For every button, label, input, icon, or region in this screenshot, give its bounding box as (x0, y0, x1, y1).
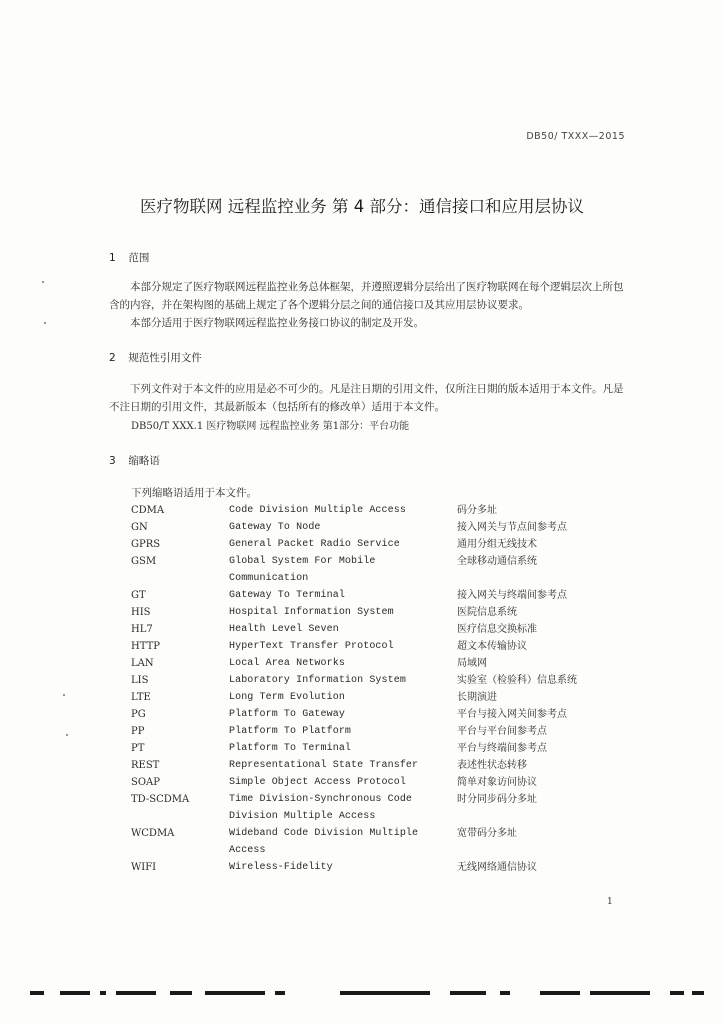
references-paragraph: 下列文件对于本文件的应用是必不可少的。凡是注日期的引用文件，仅所注日期的版本适用于本文件。凡是不注日期的引用文件，其最新版本（包括所有的修改单）适用于本文件。 (109, 383, 624, 413)
abbreviations-intro: 下列缩略语适用于本文件。 (131, 487, 257, 499)
full-name-cell: Wideband Code Division Multiple Access (229, 828, 419, 856)
table-row (131, 553, 631, 587)
chinese-name-cell: 码分多址 (457, 505, 497, 516)
full-name-cell: Platform To Platform (229, 726, 352, 737)
section-title: 缩略语 (128, 455, 160, 467)
section-heading-scope (109, 250, 149, 265)
document-code: DB50/ TXXX—2015 (526, 131, 625, 142)
chinese-name-cell: 平台与终端间参考点 (457, 743, 547, 754)
chinese-name-cell: 无线网络通信协议 (457, 862, 537, 873)
table-row (131, 740, 631, 757)
abbreviations-table (131, 502, 631, 876)
abbr-cell: SOAP (131, 777, 160, 788)
abbr-cell: CDMA (131, 505, 165, 516)
abbr-cell: GT (131, 590, 146, 601)
table-row (131, 774, 631, 791)
table-row (131, 536, 631, 553)
chinese-name-cell: 平台与平台间参考点 (457, 726, 547, 737)
chinese-name-cell: 平台与接入网关间参考点 (457, 709, 567, 720)
reference-item: DB50/T XXX.1 医疗物联网 远程监控业务 第1部分：平台功能 (131, 421, 410, 432)
chinese-name-cell: 全球移动通信系统 (457, 556, 537, 567)
table-row (131, 723, 631, 740)
scan-speck (66, 734, 68, 736)
abbr-cell: REST (131, 760, 160, 771)
section-title: 规范性引用文件 (128, 352, 202, 364)
chinese-name-cell: 时分同步码分多址 (457, 794, 537, 805)
abbr-cell: TD-SCDMA (131, 794, 190, 805)
abbr-cell: HL7 (131, 624, 153, 635)
scope-paragraph-2: 本部分适用于医疗物联网远程监控业务接口协议的制定及开发。 (130, 317, 424, 329)
scan-speck (63, 694, 65, 696)
section-number: 3 (109, 455, 116, 467)
full-name-cell: Hospital Information System (229, 607, 394, 618)
full-name-cell: HyperText Transfer Protocol (229, 641, 394, 652)
full-name-cell: Platform To Gateway (229, 709, 345, 720)
full-name-cell: Time Division-Synchronous Code Division Multiple Access (229, 794, 413, 822)
abbr-cell: PG (131, 709, 146, 720)
full-name-cell: Local Area Networks (229, 658, 345, 669)
abbr-cell: LAN (131, 658, 154, 669)
full-name-cell: Global System For Mobile Communication (229, 556, 376, 584)
scan-edge-artifact (20, 990, 710, 996)
chinese-name-cell: 局域网 (457, 658, 487, 669)
table-row (131, 604, 631, 621)
full-name-cell: Wireless-Fidelity (229, 862, 333, 873)
page-number: 1 (607, 897, 613, 907)
table-row (131, 587, 631, 604)
chinese-name-cell: 简单对象访问协议 (457, 777, 537, 788)
chinese-name-cell: 表述性状态转移 (457, 760, 527, 771)
section-heading-references (109, 350, 202, 365)
table-row (131, 638, 631, 655)
table-row (131, 655, 631, 672)
abbr-cell: GSM (131, 556, 157, 567)
chinese-name-cell: 通用分组无线技术 (457, 539, 537, 550)
abbr-cell: GN (131, 522, 148, 533)
table-row (131, 706, 631, 723)
abbr-cell: LTE (131, 692, 151, 703)
full-name-cell: Long Term Evolution (229, 692, 345, 703)
chinese-name-cell: 医疗信息交换标准 (457, 624, 537, 635)
chinese-name-cell: 接入网关与节点间参考点 (457, 522, 567, 533)
section-number: 1 (109, 252, 116, 264)
full-name-cell: Simple Object Access Protocol (229, 777, 406, 788)
chinese-name-cell: 接入网关与终端间参考点 (457, 590, 567, 601)
abbr-cell: LIS (131, 675, 149, 686)
scope-paragraph-1: 本部分规定了医疗物联网远程监控业务总体框架，并遵照逻辑分层给出了医疗物联网在每个逻辑层次上所包含的内容，并在架构图的基础上规定了各个逻辑分层之间的通信接口及其应用层协议要求。 (109, 281, 624, 311)
full-name-cell: Laboratory Information System (229, 675, 406, 686)
scan-speck (44, 322, 46, 324)
abbr-cell: PP (131, 726, 145, 737)
abbr-cell: HTTP (131, 641, 160, 652)
section-title: 范围 (128, 252, 150, 264)
scan-speck (42, 281, 44, 283)
full-name-cell: Platform To Terminal (229, 743, 352, 754)
document-title: 医疗物联网 远程监控业务 第 4 部分：通信接口和应用层协议 (140, 197, 584, 216)
full-name-cell: General Packet Radio Service (229, 539, 400, 550)
table-row (131, 791, 631, 825)
full-name-cell: Code Division Multiple Access (229, 505, 406, 516)
chinese-name-cell: 超文本传输协议 (457, 641, 527, 652)
abbr-cell: WCDMA (131, 828, 175, 839)
table-row (131, 757, 631, 774)
table-row (131, 689, 631, 706)
chinese-name-cell: 宽带码分多址 (457, 828, 517, 839)
table-row (131, 621, 631, 638)
abbr-cell: WIFI (131, 862, 157, 873)
full-name-cell: Representational State Transfer (229, 760, 419, 771)
table-row (131, 502, 631, 519)
chinese-name-cell: 医院信息系统 (457, 607, 517, 618)
section-number: 2 (109, 352, 116, 364)
abbr-cell: GPRS (131, 539, 161, 550)
abbr-cell: HIS (131, 607, 151, 618)
table-row (131, 859, 631, 876)
full-name-cell: Gateway To Terminal (229, 590, 345, 601)
chinese-name-cell: 实验室（检验科）信息系统 (457, 675, 577, 686)
chinese-name-cell: 长期演进 (457, 692, 497, 703)
table-row (131, 672, 631, 689)
full-name-cell: Gateway To Node (229, 522, 321, 533)
full-name-cell: Health Level Seven (229, 624, 339, 635)
table-row (131, 519, 631, 536)
abbr-cell: PT (131, 743, 145, 754)
table-row (131, 825, 631, 859)
section-heading-abbreviations (109, 453, 160, 468)
